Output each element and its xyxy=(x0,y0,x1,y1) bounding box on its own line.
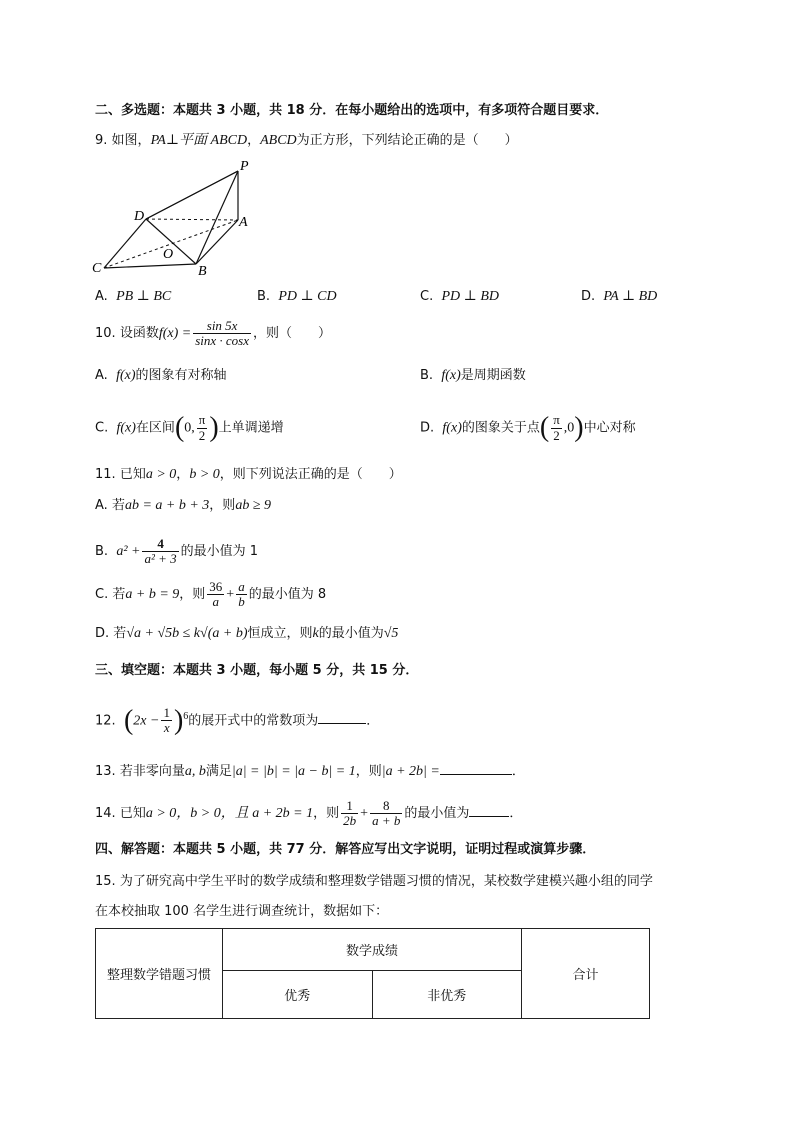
label-a: A xyxy=(239,215,248,230)
q9-option-c: C. PD ⊥ BD xyxy=(420,289,499,304)
question-12: 12. (2x − $\frac{1}{x}$ )$^6$的展开式中的常数项为 ． xyxy=(95,704,380,736)
header-total: 合计 xyxy=(522,929,650,1019)
label-b: B xyxy=(198,264,207,279)
question-11-stem: 11. 已知a > 0，b > 0，则下列说法正确的是（ ） xyxy=(95,467,402,482)
q10-option-b: B. f(x)是周期函数 xyxy=(420,368,526,383)
q11-option-a: A. 若ab = a + b + 3，则ab ≥ 9 xyxy=(95,498,271,513)
question-10-stem: 10. 设函数f(x) = $\frac{\sin 5x}{\sin x \cdot \cos x}$ ，则（ ） xyxy=(95,317,332,348)
header-math-score: 数学成绩 xyxy=(222,929,521,971)
q9-option-b: B. PD ⊥ CD xyxy=(257,289,337,304)
header-habit: 整理数学错题习惯 xyxy=(96,929,223,1019)
pyramid-figure xyxy=(88,158,268,282)
question-14: 14. 已知a > 0，b > 0，且 a + 2b = 1，则 $\frac{1}{2b}$ + $\frac{8}{a + b}$ 的最小值为 ． xyxy=(95,797,523,828)
q11-option-b: B. a² + $\frac{4}{\text{a² + 3}}$ 的最小值为 1 xyxy=(95,535,259,566)
q10-option-c: C. f(x)在区间(0, $\frac{\pi}{2}$ )上单调递增 xyxy=(95,412,284,443)
section-3-heading: 三、填空题：本题共 3 小题，每小题 5 分，共 15 分． xyxy=(95,663,419,678)
label-c: C xyxy=(92,261,102,276)
label-d: D xyxy=(134,209,145,224)
answer-blank-12[interactable] xyxy=(318,709,366,724)
q9-option-a: A. PB ⊥ BC xyxy=(95,289,172,304)
question-15-line-1: 15. 为了研究高中学生平时的数学成绩和整理数学错题习惯的情况，某校数学建模兴趣小组的同学 xyxy=(95,874,653,889)
question-15-line-2: 在本校抽取 100 名学生进行调查统计，数据如下： xyxy=(95,904,389,919)
section-2-heading: 二、多选题：本题共 3 小题，共 18 分．在每小题给出的选项中，有多项符合题目要求． xyxy=(95,103,609,118)
q11-option-c: C. 若a + b = 9，则 $\frac{36}{a}$ + $\frac{a}{b}$ 的最小值为 8 xyxy=(95,578,327,609)
header-non-excellent: 非优秀 xyxy=(372,971,522,1019)
q11-option-d: D. 若√a + √5b ≤ k√(a + b)恒成立，则k的最小值为√5 xyxy=(95,626,399,641)
question-13: 13. 若非零向量a, b满足|a| = |b| = |a − b| = 1，则|a + 2b| = ． xyxy=(95,760,525,782)
answer-blank-14[interactable] xyxy=(469,802,509,817)
q10-option-d: D. f(x)的图象关于点( $\frac{\pi}{2}$ ,0)中心对称 xyxy=(420,412,636,443)
answer-blank-13[interactable] xyxy=(440,760,512,775)
question-9-stem: 9. 如图，PA⊥平面 ABCD，ABCD为正方形，下列结论正确的是（ ） xyxy=(95,133,518,148)
survey-table xyxy=(95,928,650,1019)
q10-option-a: A. f(x)的图象有对称轴 xyxy=(95,368,227,383)
question-9-number: 9. xyxy=(95,133,108,148)
label-o: O xyxy=(163,247,174,262)
header-excellent: 优秀 xyxy=(222,971,372,1019)
q9-option-d: D. PA ⊥ BD xyxy=(581,289,658,304)
label-p: P xyxy=(240,159,249,174)
section-4-heading: 四、解答题：本题共 5 小题，共 77 分．解答应写出文字说明，证明过程或演算步骤． xyxy=(95,842,596,857)
